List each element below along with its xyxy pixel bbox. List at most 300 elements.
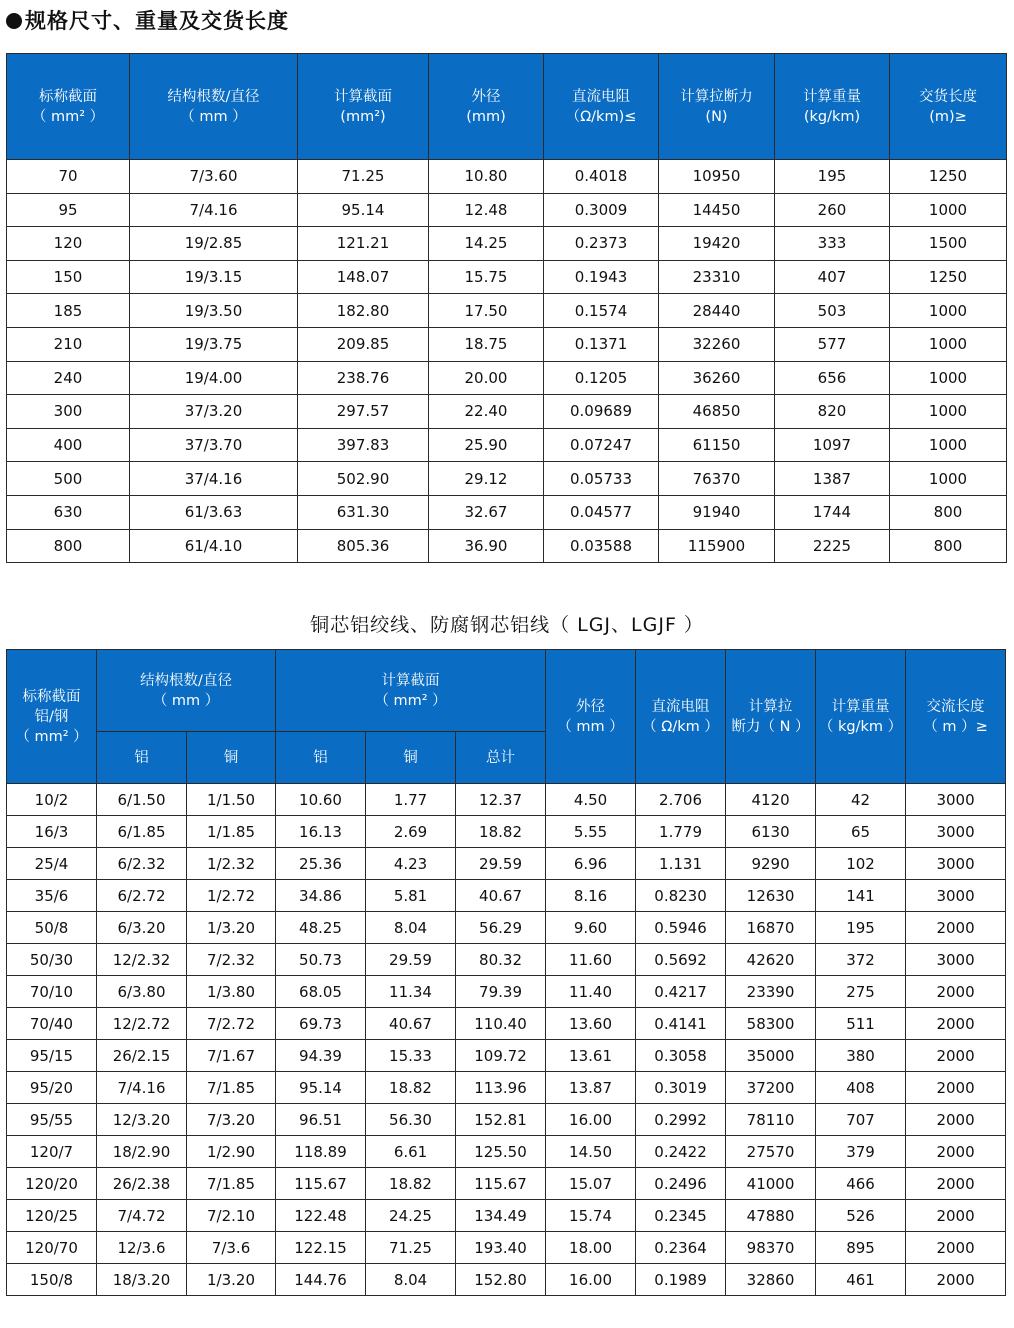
table-cell: 29.59 [456, 848, 546, 880]
table-cell: 8.04 [366, 912, 456, 944]
table-cell: 1000 [890, 327, 1007, 361]
header-calculated-area: 计算截面 （ mm² ） [276, 650, 546, 732]
table-cell: 7/3.60 [130, 160, 298, 194]
table-cell: 150/8 [7, 1264, 97, 1296]
table-cell: 193.40 [456, 1232, 546, 1264]
table-cell: 0.03588 [544, 529, 659, 563]
table-cell: 10.80 [429, 160, 544, 194]
table-cell: 1/1.50 [187, 784, 276, 816]
table-cell: 28440 [659, 294, 775, 328]
table-cell: 502.90 [298, 462, 429, 496]
table-cell: 0.4018 [544, 160, 659, 194]
table-cell: 0.1989 [636, 1264, 726, 1296]
table-cell: 14.25 [429, 227, 544, 261]
table-cell: 70 [7, 160, 130, 194]
table-cell: 141 [816, 880, 906, 912]
subheader-structure-copper: 铜 [187, 732, 276, 784]
table-cell: 195 [816, 912, 906, 944]
table-cell: 37/3.20 [130, 395, 298, 429]
table-cell: 35/6 [7, 880, 97, 912]
header-structure: 结构根数/直径 （ mm ） [97, 650, 276, 732]
table-cell: 0.4217 [636, 976, 726, 1008]
table-cell: 13.61 [546, 1040, 636, 1072]
table-cell: 1000 [890, 361, 1007, 395]
table-cell: 2000 [906, 1232, 1006, 1264]
table-cell: 115900 [659, 529, 775, 563]
table-cell: 37/3.70 [130, 428, 298, 462]
table-cell: 15.33 [366, 1040, 456, 1072]
table-cell: 400 [7, 428, 130, 462]
table-cell: 61150 [659, 428, 775, 462]
table-row [7, 1008, 1006, 1040]
table-row [7, 1264, 1006, 1296]
table-cell: 14450 [659, 193, 775, 227]
table-row [7, 1040, 1006, 1072]
table-cell: 6/1.50 [97, 784, 187, 816]
table-cell: 466 [816, 1168, 906, 1200]
table-cell: 50/8 [7, 912, 97, 944]
table-cell: 71.25 [366, 1232, 456, 1264]
table-cell: 2.69 [366, 816, 456, 848]
table-cell: 76370 [659, 462, 775, 496]
table-cell: 91940 [659, 495, 775, 529]
table-cell: 10950 [659, 160, 775, 194]
table-cell: 0.1205 [544, 361, 659, 395]
table-cell: 0.09689 [544, 395, 659, 429]
table-cell: 25.36 [276, 848, 366, 880]
table-cell: 333 [775, 227, 890, 261]
table-cell: 19/2.85 [130, 227, 298, 261]
table-cell: 526 [816, 1200, 906, 1232]
table-cell: 0.2345 [636, 1200, 726, 1232]
table-cell: 61/4.10 [130, 529, 298, 563]
table-cell: 0.8230 [636, 880, 726, 912]
header-delivery-length: 交流长度 （ m ）≥ [906, 650, 1006, 784]
table-cell: 6/2.32 [97, 848, 187, 880]
table-cell: 7/1.67 [187, 1040, 276, 1072]
table-cell: 195 [775, 160, 890, 194]
table-cell: 7/4.72 [97, 1200, 187, 1232]
table-row [7, 495, 1007, 529]
table-cell: 12/3.20 [97, 1104, 187, 1136]
table-cell: 78110 [726, 1104, 816, 1136]
table-cell: 120/20 [7, 1168, 97, 1200]
table-cell: 0.5946 [636, 912, 726, 944]
table-cell: 70/40 [7, 1008, 97, 1040]
table-row [7, 1072, 1006, 1104]
table-cell: 1000 [890, 294, 1007, 328]
table-cell: 7/2.32 [187, 944, 276, 976]
table-cell: 6/3.80 [97, 976, 187, 1008]
table-cell: 5.81 [366, 880, 456, 912]
section-title [6, 5, 289, 35]
table-cell: 6/1.85 [97, 816, 187, 848]
table-cell: 4.23 [366, 848, 456, 880]
table-cell: 18/3.20 [97, 1264, 187, 1296]
table-cell: 2000 [906, 1264, 1006, 1296]
table-cell: 18.82 [456, 816, 546, 848]
table-row [7, 428, 1007, 462]
table-cell: 1000 [890, 395, 1007, 429]
table-cell: 0.2992 [636, 1104, 726, 1136]
table-cell: 895 [816, 1232, 906, 1264]
table-cell: 0.05733 [544, 462, 659, 496]
table-cell: 15.74 [546, 1200, 636, 1232]
table-cell: 56.30 [366, 1104, 456, 1136]
table-cell: 0.2422 [636, 1136, 726, 1168]
table-cell: 182.80 [298, 294, 429, 328]
table-cell: 110.40 [456, 1008, 546, 1040]
table-cell: 65 [816, 816, 906, 848]
table-cell: 144.76 [276, 1264, 366, 1296]
table-cell: 24.25 [366, 1200, 456, 1232]
table-cell: 0.5692 [636, 944, 726, 976]
table-cell: 0.1371 [544, 327, 659, 361]
table-cell: 18.82 [366, 1072, 456, 1104]
table-cell: 8.16 [546, 880, 636, 912]
table-cell: 120 [7, 227, 130, 261]
table-row [7, 294, 1007, 328]
table-cell: 1097 [775, 428, 890, 462]
table-cell: 209.85 [298, 327, 429, 361]
table-cell: 95/55 [7, 1104, 97, 1136]
table-cell: 7/1.85 [187, 1072, 276, 1104]
table-cell: 32260 [659, 327, 775, 361]
header-nominal-area: 标称截面 铝/钢 （ mm² ） [7, 650, 97, 784]
table-row [7, 227, 1007, 261]
table-cell: 503 [775, 294, 890, 328]
table-cell: 1/2.72 [187, 880, 276, 912]
header-delivery-length: 交货长度 (m)≥ [890, 54, 1007, 160]
header-structure: 结构根数/直径 （ mm ） [130, 54, 298, 160]
table-row [7, 1104, 1006, 1136]
table-cell: 25/4 [7, 848, 97, 880]
table-cell: 210 [7, 327, 130, 361]
table-cell: 19420 [659, 227, 775, 261]
table-cell: 16.00 [546, 1264, 636, 1296]
table-cell: 6/3.20 [97, 912, 187, 944]
table-cell: 0.07247 [544, 428, 659, 462]
table-cell: 0.1943 [544, 260, 659, 294]
table-cell: 297.57 [298, 395, 429, 429]
table-cell: 397.83 [298, 428, 429, 462]
table-cell: 102 [816, 848, 906, 880]
table-cell: 3000 [906, 944, 1006, 976]
table-cell: 98370 [726, 1232, 816, 1264]
table-cell: 41000 [726, 1168, 816, 1200]
table-cell: 240 [7, 361, 130, 395]
table-row [7, 361, 1007, 395]
table-cell: 120/25 [7, 1200, 97, 1232]
table-cell: 10.60 [276, 784, 366, 816]
table-cell: 2000 [906, 1072, 1006, 1104]
table-cell: 36260 [659, 361, 775, 395]
table-cell: 6.96 [546, 848, 636, 880]
table-cell: 820 [775, 395, 890, 429]
table-cell: 12/2.32 [97, 944, 187, 976]
table-cell: 25.90 [429, 428, 544, 462]
table-cell: 95/15 [7, 1040, 97, 1072]
table-cell: 10/2 [7, 784, 97, 816]
table-cell: 11.34 [366, 976, 456, 1008]
table-cell: 150 [7, 260, 130, 294]
table-cell: 800 [7, 529, 130, 563]
table-cell: 1/3.80 [187, 976, 276, 1008]
table-cell: 22.40 [429, 395, 544, 429]
table-cell: 120/7 [7, 1136, 97, 1168]
table-row [7, 395, 1007, 429]
table-cell: 656 [775, 361, 890, 395]
table-row [7, 848, 1006, 880]
table2-title: 铜芯铝绞线、防腐钢芯铝线（ LGJ、LGJF ） [310, 614, 704, 636]
table-cell: 0.1574 [544, 294, 659, 328]
table-cell: 5.55 [546, 816, 636, 848]
table-row [7, 1232, 1006, 1264]
table-cell: 0.4141 [636, 1008, 726, 1040]
table-cell: 1.779 [636, 816, 726, 848]
table-cell: 95.14 [298, 193, 429, 227]
table-cell: 3000 [906, 784, 1006, 816]
table-cell: 1/3.20 [187, 1264, 276, 1296]
table-cell: 37200 [726, 1072, 816, 1104]
table-cell: 152.81 [456, 1104, 546, 1136]
header-weight: 计算重量 （ kg/km ） [816, 650, 906, 784]
table-row [7, 462, 1007, 496]
table-cell: 2000 [906, 976, 1006, 1008]
table-cell: 26/2.15 [97, 1040, 187, 1072]
table-cell: 1/2.32 [187, 848, 276, 880]
table-cell: 32860 [726, 1264, 816, 1296]
table-row [7, 160, 1007, 194]
table-cell: 50.73 [276, 944, 366, 976]
table-cell: 11.60 [546, 944, 636, 976]
subheader-area-aluminum: 铝 [276, 732, 366, 784]
subheader-area-copper: 铜 [366, 732, 456, 784]
table-cell: 16/3 [7, 816, 97, 848]
table-cell: 9290 [726, 848, 816, 880]
table-cell: 19/3.75 [130, 327, 298, 361]
table-cell: 800 [890, 495, 1007, 529]
table-cell: 7/4.16 [130, 193, 298, 227]
table-cell: 48.25 [276, 912, 366, 944]
table-cell: 14.50 [546, 1136, 636, 1168]
table-row [7, 976, 1006, 1008]
table-cell: 0.3058 [636, 1040, 726, 1072]
table-cell: 95/20 [7, 1072, 97, 1104]
table-cell: 17.50 [429, 294, 544, 328]
table-cell: 1250 [890, 160, 1007, 194]
table-cell: 4.50 [546, 784, 636, 816]
table-cell: 13.60 [546, 1008, 636, 1040]
table-cell: 29.12 [429, 462, 544, 496]
table-cell: 18.00 [546, 1232, 636, 1264]
table-header-row [7, 650, 1006, 732]
table-cell: 46850 [659, 395, 775, 429]
table-cell: 26/2.38 [97, 1168, 187, 1200]
table-row [7, 816, 1006, 848]
header-dc-resistance: 直流电阻 （ Ω/km ） [636, 650, 726, 784]
table-cell: 16870 [726, 912, 816, 944]
table-cell: 109.72 [456, 1040, 546, 1072]
header-breaking-force: 计算拉 断力（ N ） [726, 650, 816, 784]
table-cell: 71.25 [298, 160, 429, 194]
table-cell: 7/2.10 [187, 1200, 276, 1232]
table-cell: 1.77 [366, 784, 456, 816]
table-cell: 50/30 [7, 944, 97, 976]
table-cell: 94.39 [276, 1040, 366, 1072]
table-cell: 2000 [906, 1200, 1006, 1232]
table-cell: 12.48 [429, 193, 544, 227]
table-cell: 2000 [906, 1040, 1006, 1072]
table-row [7, 1136, 1006, 1168]
table-cell: 6/2.72 [97, 880, 187, 912]
table-cell: 238.76 [298, 361, 429, 395]
table-cell: 16.00 [546, 1104, 636, 1136]
table-cell: 19/4.00 [130, 361, 298, 395]
table-cell: 1000 [890, 193, 1007, 227]
table-cell: 23310 [659, 260, 775, 294]
table-row [7, 912, 1006, 944]
table-cell: 79.39 [456, 976, 546, 1008]
table-cell: 630 [7, 495, 130, 529]
table-cell: 122.15 [276, 1232, 366, 1264]
table-cell: 11.40 [546, 976, 636, 1008]
table-cell: 18.75 [429, 327, 544, 361]
section-title-text: 规格尺寸、重量及交货长度 [25, 9, 289, 33]
table-cell: 35000 [726, 1040, 816, 1072]
table-cell: 118.89 [276, 1136, 366, 1168]
table-cell: 42620 [726, 944, 816, 976]
table-cell: 18.82 [366, 1168, 456, 1200]
table-cell: 3000 [906, 848, 1006, 880]
header-breaking-force: 计算拉断力 (N) [659, 54, 775, 160]
table-cell: 95.14 [276, 1072, 366, 1104]
spec-table-body [7, 160, 1007, 563]
table-cell: 6.61 [366, 1136, 456, 1168]
table-cell: 12.37 [456, 784, 546, 816]
table-cell: 125.50 [456, 1136, 546, 1168]
table-cell: 56.29 [456, 912, 546, 944]
table-cell: 260 [775, 193, 890, 227]
table-cell: 36.90 [429, 529, 544, 563]
table-cell: 185 [7, 294, 130, 328]
table-cell: 19/3.15 [130, 260, 298, 294]
table-cell: 500 [7, 462, 130, 496]
table-cell: 3000 [906, 816, 1006, 848]
table-cell: 461 [816, 1264, 906, 1296]
table-cell: 2000 [906, 1136, 1006, 1168]
table-cell: 16.13 [276, 816, 366, 848]
table-cell: 380 [816, 1040, 906, 1072]
table-cell: 32.67 [429, 495, 544, 529]
table-cell: 12/2.72 [97, 1008, 187, 1040]
table-cell: 40.67 [366, 1008, 456, 1040]
table-cell: 58300 [726, 1008, 816, 1040]
table-row [7, 880, 1006, 912]
table-cell: 379 [816, 1136, 906, 1168]
table-cell: 1000 [890, 428, 1007, 462]
table-cell: 2000 [906, 1104, 1006, 1136]
header-nominal-area: 标称截面 （ mm² ） [7, 54, 130, 160]
table-row [7, 784, 1006, 816]
table-cell: 27570 [726, 1136, 816, 1168]
table-cell: 95 [7, 193, 130, 227]
table-row [7, 1168, 1006, 1200]
table-cell: 15.75 [429, 260, 544, 294]
table-cell: 9.60 [546, 912, 636, 944]
table-cell: 4120 [726, 784, 816, 816]
table-cell: 0.3019 [636, 1072, 726, 1104]
lgj-table-body [7, 784, 1006, 1296]
table-cell: 7/1.85 [187, 1168, 276, 1200]
table-cell: 407 [775, 260, 890, 294]
table-row [7, 260, 1007, 294]
table-cell: 300 [7, 395, 130, 429]
table-cell: 2000 [906, 912, 1006, 944]
table-cell: 0.2373 [544, 227, 659, 261]
table-cell: 805.36 [298, 529, 429, 563]
table-cell: 1744 [775, 495, 890, 529]
table-cell: 2.706 [636, 784, 726, 816]
table-cell: 13.87 [546, 1072, 636, 1104]
table-cell: 1000 [890, 462, 1007, 496]
table-cell: 511 [816, 1008, 906, 1040]
table-cell: 800 [890, 529, 1007, 563]
table-cell: 115.67 [456, 1168, 546, 1200]
table-cell: 134.49 [456, 1200, 546, 1232]
table-row [7, 1200, 1006, 1232]
lgj-table [6, 649, 1006, 1296]
subheader-structure-aluminum: 铝 [97, 732, 187, 784]
table-cell: 80.32 [456, 944, 546, 976]
table-cell: 1250 [890, 260, 1007, 294]
table-cell: 15.07 [546, 1168, 636, 1200]
table-cell: 2000 [906, 1168, 1006, 1200]
table-cell: 12/3.6 [97, 1232, 187, 1264]
table-cell: 47880 [726, 1200, 816, 1232]
table-cell: 68.05 [276, 976, 366, 1008]
table-row [7, 193, 1007, 227]
header-calculated-area: 计算截面 (mm²) [298, 54, 429, 160]
table-header-row [7, 54, 1007, 160]
table-cell: 7/3.20 [187, 1104, 276, 1136]
table-cell: 8.04 [366, 1264, 456, 1296]
table-cell: 7/2.72 [187, 1008, 276, 1040]
table-cell: 372 [816, 944, 906, 976]
table-cell: 1/3.20 [187, 912, 276, 944]
header-outer-diameter: 外径 （ mm ） [546, 650, 636, 784]
table-cell: 275 [816, 976, 906, 1008]
table-cell: 70/10 [7, 976, 97, 1008]
bullet-icon [6, 13, 22, 29]
table-cell: 113.96 [456, 1072, 546, 1104]
table-cell: 152.80 [456, 1264, 546, 1296]
table-cell: 121.21 [298, 227, 429, 261]
header-dc-resistance: 直流电阻 （Ω/km)≤ [544, 54, 659, 160]
table-cell: 1500 [890, 227, 1007, 261]
table-cell: 61/3.63 [130, 495, 298, 529]
table-cell: 1.131 [636, 848, 726, 880]
table-cell: 23390 [726, 976, 816, 1008]
table-cell: 148.07 [298, 260, 429, 294]
table-cell: 7/4.16 [97, 1072, 187, 1104]
table-cell: 7/3.6 [187, 1232, 276, 1264]
table-row [7, 529, 1007, 563]
table-cell: 631.30 [298, 495, 429, 529]
table-cell: 34.86 [276, 880, 366, 912]
table-cell: 1/1.85 [187, 816, 276, 848]
table-cell: 0.2496 [636, 1168, 726, 1200]
